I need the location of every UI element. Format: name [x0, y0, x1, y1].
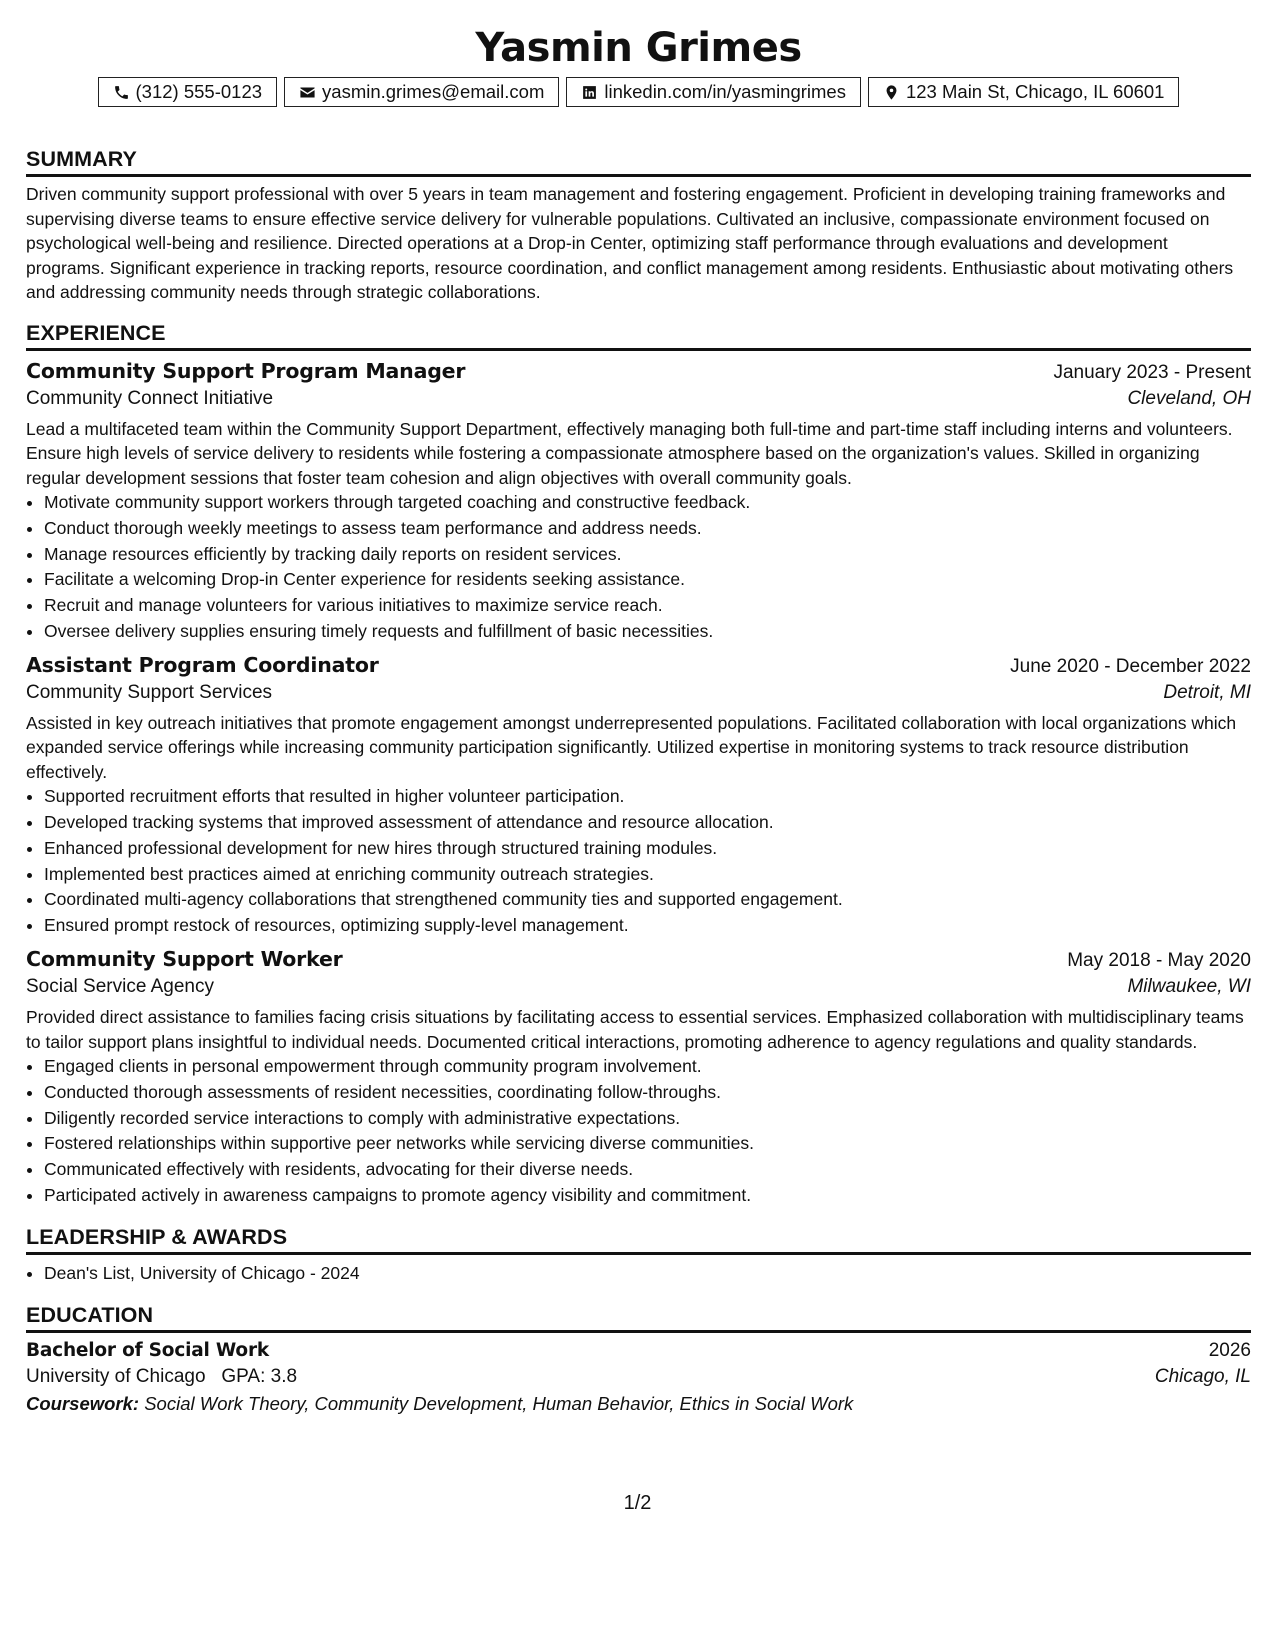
list-item: • Engaged clients in personal empowerment through community program involvement. [44, 1054, 1251, 1080]
coursework-text: Social Work Theory, Community Development, Human Behavior, Ethics in Social Work [144, 1392, 854, 1414]
map-pin-icon [883, 84, 900, 101]
address-contact [868, 77, 1180, 107]
list-item: • Participated actively in awareness campaigns to promote agency visibility and commitment. [44, 1183, 1251, 1209]
summary-text: Driven community support professional with over 5 years in team management and fostering engagement. Proficient in developing training frameworks and supervising diverse teams to ensure effective service delivery for vulnerable populations. Cultivated an inclusive, compassionate environment focused on psychological well-being and resilience. Directed operations at a Drop-in Center, optimizing staff performance through evaluations and development programs. Significant experience in tracking reports, resource coordination, and conflict management among residents. Enthusiastic about motivating others and addressing community needs through strategic collaborations. [26, 184, 1234, 302]
education-school: University of Chicago [26, 1365, 206, 1387]
list-item: • Ensured prompt restock of resources, optimizing supply-level management. [44, 913, 1251, 939]
job-title: Assistant Program Coordinator [26, 652, 379, 677]
list-item: • Conducted thorough assessments of resident necessities, coordinating follow-throughs. [44, 1080, 1251, 1106]
education-heading: EDUCATION [26, 1301, 1251, 1333]
list-item: • Implemented best practices aimed at enriching community outreach strategies. [44, 862, 1251, 888]
phone-contact [98, 77, 278, 107]
email-contact[interactable] [284, 77, 559, 107]
list-item: • Coordinated multi-agency collaborations that strengthened community ties and supported engagement. [44, 887, 1251, 913]
awards-heading: LEADERSHIP & AWARDS [26, 1223, 1251, 1255]
list-item: • Manage resources efficiently by tracking daily reports on resident services. [44, 542, 1251, 568]
phone-icon [113, 84, 130, 101]
linkedin-contact[interactable] [566, 77, 861, 107]
job-location: Milwaukee, WI [1127, 976, 1251, 998]
list-item: • Dean's List, University of Chicago - 2024 [44, 1261, 1251, 1287]
list-item: • Developed tracking systems that improved assessment of attendance and resource allocation. [44, 810, 1251, 836]
resume-page [26, 0, 1251, 1415]
list-item: • Enhanced professional development for new hires through structured training modules. [44, 836, 1251, 862]
address-text: 123 Main St, Chicago, IL 60601 [905, 81, 1165, 102]
education-degree: Bachelor of Social Work [26, 1339, 269, 1361]
job-dates: May 2018 - May 2020 [1067, 950, 1251, 972]
experience-heading: EXPERIENCE [26, 319, 1251, 351]
job-location: Detroit, MI [1163, 681, 1251, 703]
education-coursework [26, 1393, 1251, 1415]
list-item: • Conduct thorough weekly meetings to assess team performance and address needs. [44, 516, 1251, 542]
list-item: • Diligently recorded service interactions to comply with administrative expectations. [44, 1106, 1251, 1132]
list-item: • Oversee delivery supplies ensuring timely requests and fulfillment of basic necessities. [44, 619, 1251, 645]
education-year: 2026 [1208, 1339, 1251, 1361]
job-organization: Community Connect Initiative [26, 387, 274, 409]
job-location: Cleveland, OH [1127, 387, 1251, 409]
education-school-line [26, 1366, 297, 1388]
list-item: • Motivate community support workers through targeted coaching and constructive feedback. [44, 490, 1251, 516]
job-entry [26, 947, 1251, 1209]
job-description: Assisted in key outreach initiatives that promote engagement amongst underrepresented populations. Facilitated collaboration with local organizations which expanded service offerings while increasing community participation significantly. Utilized expertise in monitoring systems to track resource distribution effectively. [26, 712, 1237, 782]
education-location: Chicago, IL [1154, 1365, 1251, 1387]
email-text: yasmin.grimes@email.com [322, 81, 545, 102]
job-dates: June 2020 - December 2022 [1010, 655, 1251, 677]
job-organization: Community Support Services [26, 681, 273, 703]
list-item: • Recruit and manage volunteers for various initiatives to maximize service reach. [44, 593, 1251, 619]
candidate-name: Yasmin Grimes [475, 25, 802, 71]
contact-row [26, 77, 1251, 107]
envelope-icon [299, 84, 316, 101]
job-organization: Social Service Agency [26, 976, 214, 998]
job-bullets [26, 1054, 1251, 1209]
job-bullets [26, 490, 1251, 645]
job-entry [26, 359, 1251, 645]
job-description: Provided direct assistance to families facing crisis situations by facilitating access to essential services. Emphasized collaboration with multidisciplinary teams to tailor support plans insightful to individual needs. Documented critical interactions, promoting adherence to agency regulations and quality standards. [26, 1007, 1244, 1052]
list-item: • Facilitate a welcoming Drop-in Center experience for residents seeking assistance. [44, 567, 1251, 593]
job-entry [26, 653, 1251, 939]
job-title: Community Support Program Manager [26, 358, 466, 383]
job-bullets [26, 784, 1251, 939]
page-number: 1/2 [623, 1492, 652, 1514]
coursework-label: Coursework: [26, 1392, 140, 1414]
list-item: • Fostered relationships within supportive peer networks while servicing diverse communities. [44, 1131, 1251, 1157]
job-title: Community Support Worker [26, 947, 343, 972]
linkedin-icon [581, 84, 598, 101]
list-item: • Communicated effectively with residents, advocating for their diverse needs. [44, 1157, 1251, 1183]
education-gpa: GPA: 3.8 [221, 1365, 298, 1387]
phone-text: (312) 555-0123 [135, 81, 263, 102]
summary-heading: SUMMARY [26, 145, 1251, 177]
list-item: • Supported recruitment efforts that resulted in higher volunteer participation. [44, 784, 1251, 810]
job-description: Lead a multifaceted team within the Community Support Department, effectively managing both full-time and part-time staff including interns and volunteers. Ensure high levels of service delivery to residents while fostering a compassionate atmosphere based on the organization's values. Skilled in organizing regular development sessions that foster team cohesion and align objectives with overall community goals. [26, 418, 1233, 488]
linkedin-text: linkedin.com/in/yasmingrimes [604, 81, 846, 102]
awards-list [26, 1261, 1251, 1287]
job-dates: January 2023 - Present [1053, 361, 1251, 383]
